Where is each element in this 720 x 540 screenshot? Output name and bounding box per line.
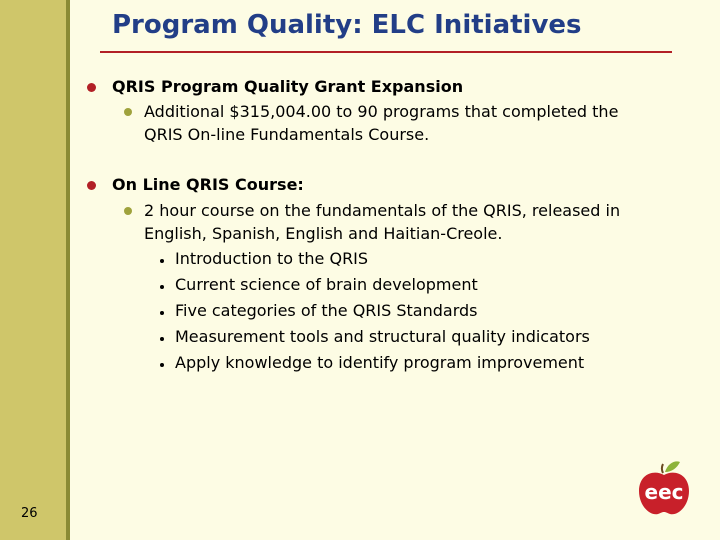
title-underline: [100, 51, 672, 53]
level3-bullet-icon: [160, 311, 164, 315]
level3-bullet-icon: [160, 285, 164, 289]
course-detail-line-2: English, Spanish, English and Haitian-Creole.: [144, 224, 503, 243]
course-topic-item: Measurement tools and structural quality indicators: [175, 327, 590, 346]
level3-bullet-icon: [160, 363, 164, 367]
sidebar-divider: [66, 0, 70, 540]
level1-bullet-icon: [87, 83, 96, 92]
logo-text: eec: [644, 480, 684, 504]
course-topic-item: Introduction to the QRIS: [175, 249, 369, 268]
slide-title: Program Quality: ELC Initiatives: [112, 10, 582, 40]
course-detail-line-1: 2 hour course on the fundamentals of the QRIS, released in: [144, 201, 621, 220]
left-sidebar-band: [0, 0, 66, 540]
course-topic-item: Current science of brain development: [175, 275, 478, 294]
grant-detail-line-2: QRIS On-line Fundamentals Course.: [144, 125, 430, 144]
level2-bullet-icon: [124, 108, 132, 116]
level1-bullet-icon: [87, 181, 96, 190]
grant-detail-line-1: Additional $315,004.00 to 90 programs that completed the: [144, 102, 619, 121]
level3-bullet-icon: [160, 337, 164, 341]
course-topic-item: Apply knowledge to identify program improvement: [175, 353, 585, 372]
course-topic-item: Five categories of the QRIS Standards: [175, 301, 478, 320]
apple-logo-icon: [632, 456, 696, 520]
page-number: 26: [21, 506, 38, 521]
level3-bullet-icon: [160, 259, 164, 263]
level2-bullet-icon: [124, 207, 132, 215]
section-heading-grant: QRIS Program Quality Grant Expansion: [112, 77, 464, 96]
section-heading-course: On Line QRIS Course:: [112, 175, 304, 194]
